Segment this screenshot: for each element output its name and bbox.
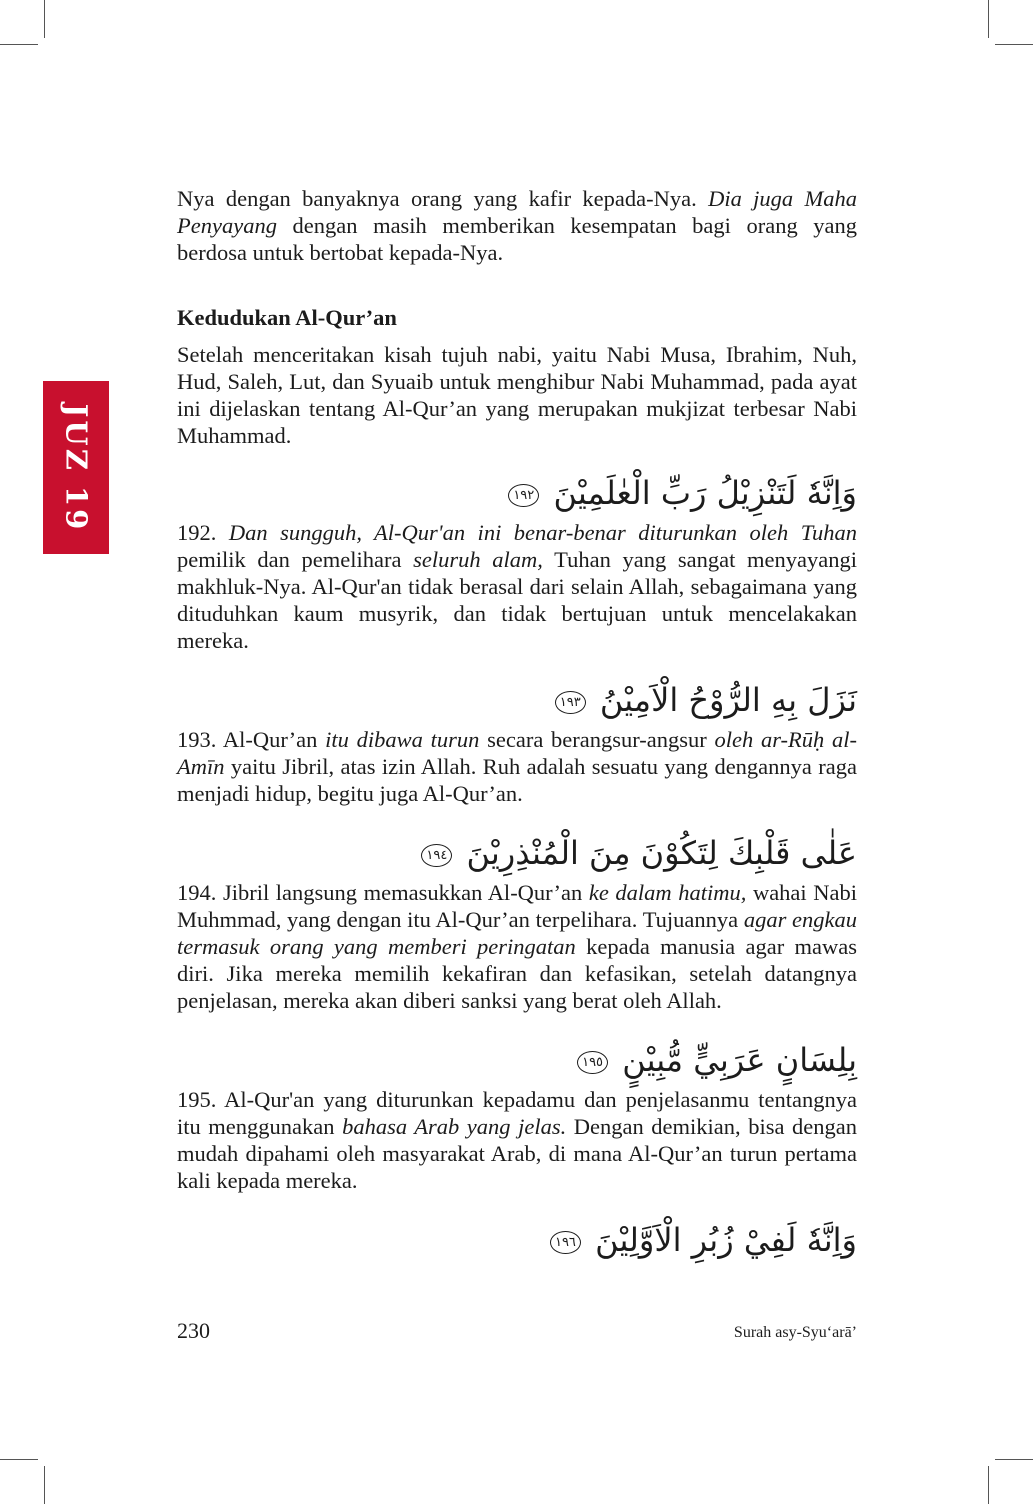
translation-segment: agar engkau termasuk orang yang memberi peringatan	[177, 907, 857, 959]
intro-segment: dengan masih memberikan kesempatan bagi orang yang berdosa untuk bertobat kepada-Nya.	[177, 213, 857, 265]
crop-mark	[988, 0, 989, 38]
translation-segment: secara berangsur-angsur	[479, 727, 715, 752]
verse-translation	[177, 726, 857, 807]
translation-segment: bahasa Arab yang jelas.	[342, 1114, 567, 1139]
translation-segment: 194. Jibril langsung memasukkan Al-Qur’an	[177, 880, 589, 905]
verse-number-marker: ١٩٤	[421, 844, 452, 867]
verse-list	[177, 473, 857, 1260]
arabic-text: بِلِسَانٍ عَرَبِيٍّ مُّبِيْنٍ	[612, 1041, 857, 1079]
arabic-text: عَلٰى قَلْبِكَ لِتَكُوْنَ مِنَ الْمُنْذِرِيْنَ	[456, 834, 857, 872]
translation-segment: 195. Al-Qur'an yang diturunkan kepadamu dan penjelasanmu tentangnya itu menggunakan	[177, 1087, 857, 1139]
surah-name: Surah asy-Syu‘arā’	[733, 1324, 857, 1341]
intro-paragraph	[177, 185, 857, 266]
verse-number-marker: ١٩٢	[508, 484, 539, 507]
arabic-text: نَزَلَ بِهِ الرُّوْحُ الْاَمِيْنُ	[589, 681, 857, 719]
crop-mark	[0, 1459, 38, 1460]
arabic-verse	[177, 833, 857, 873]
page-content	[177, 185, 857, 1266]
arabic-verse	[177, 473, 857, 513]
crop-mark	[44, 1466, 45, 1504]
verse-number-marker: ١٩٣	[555, 691, 586, 714]
translation-segment: 192.	[177, 520, 229, 545]
crop-mark	[988, 1466, 989, 1504]
juz-label: JUZ 19	[59, 403, 94, 532]
arabic-verse	[177, 1040, 857, 1080]
crop-mark	[995, 1459, 1033, 1460]
section-paragraph: Setelah menceritakan kisah tujuh nabi, yaitu Nabi Musa, Ibrahim, Nuh, Hud, Saleh, Lut, dan Syuaib untuk menghibur Nabi Muhammad, pada ayat ini dijelaskan tentang Al-Qur’an yang merupakan mukjizat terbesar Nabi Muhammad.	[177, 342, 857, 448]
intro-segment: Nya dengan banyaknya orang yang kafir kepada-Nya.	[177, 186, 709, 211]
verse-translation	[177, 519, 857, 654]
intro-segment: Dia juga Maha Penyayang	[177, 186, 858, 238]
section-heading: Kedudukan Al-Qur’an	[177, 305, 397, 330]
page-number: 230	[177, 1318, 210, 1343]
translation-segment: ke dalam hatimu,	[588, 880, 747, 905]
translation-segment: yaitu Jibril, atas izin Allah. Ruh adalah sesuatu yang dengannya raga menjadi hidup, begitu juga Al-Qur’an.	[177, 754, 857, 806]
crop-mark	[44, 0, 45, 38]
translation-segment: 193. Al-Qur’an	[177, 727, 326, 752]
arabic-verse	[177, 1220, 857, 1260]
translation-segment: Dan sungguh, Al-Qur'an ini benar-benar diturunkan oleh Tuhan	[228, 520, 857, 545]
arabic-text: وَاِنَّهٗ لَفِيْ زُبُرِ الْاَوَّلِيْنَ	[584, 1221, 857, 1259]
verse-number-marker: ١٩٦	[550, 1231, 581, 1254]
arabic-text: وَاِنَّهٗ لَتَنْزِيْلُ رَبِّ الْعٰلَمِيْنَ	[543, 474, 857, 512]
translation-segment: pemilik dan pemelihara	[177, 547, 414, 572]
arabic-verse	[177, 680, 857, 720]
translation-segment: seluruh alam,	[413, 547, 543, 572]
translation-segment: Tuhan yang sangat menyayangi makhluk-Nya. Al-Qur'an tidak berasal dari selain Allah, sebagaimana yang dituduhkan kaum musyrik, dan tidak bertujuan untuk mencelakakan mereka.	[177, 547, 858, 653]
verse-translation	[177, 879, 857, 1014]
translation-segment: kepada manusia agar mawas diri. Jika mereka memilih kekafiran dan kefasikan, setelah datangnya penjelasan, mereka akan diberi sanksi yang berat oleh Allah.	[177, 934, 857, 1013]
translation-segment: Dengan demikian, bisa dengan mudah dipahami oleh masyarakat Arab, di mana Al-Qur’an turun pertama kali kepada mereka.	[177, 1114, 857, 1193]
juz-side-tab	[43, 381, 109, 554]
verse-translation	[177, 1086, 857, 1194]
crop-mark	[995, 44, 1033, 45]
crop-mark	[0, 44, 38, 45]
verse-number-marker: ١٩٥	[577, 1051, 608, 1074]
translation-segment: wahai Nabi Muhmmad, yang dengan itu Al-Qur’an terpelihara. Tujuannya	[177, 880, 857, 932]
translation-segment: oleh ar-Rūḥ al-Amīn	[177, 727, 857, 779]
translation-segment: itu dibawa turun	[325, 727, 480, 752]
